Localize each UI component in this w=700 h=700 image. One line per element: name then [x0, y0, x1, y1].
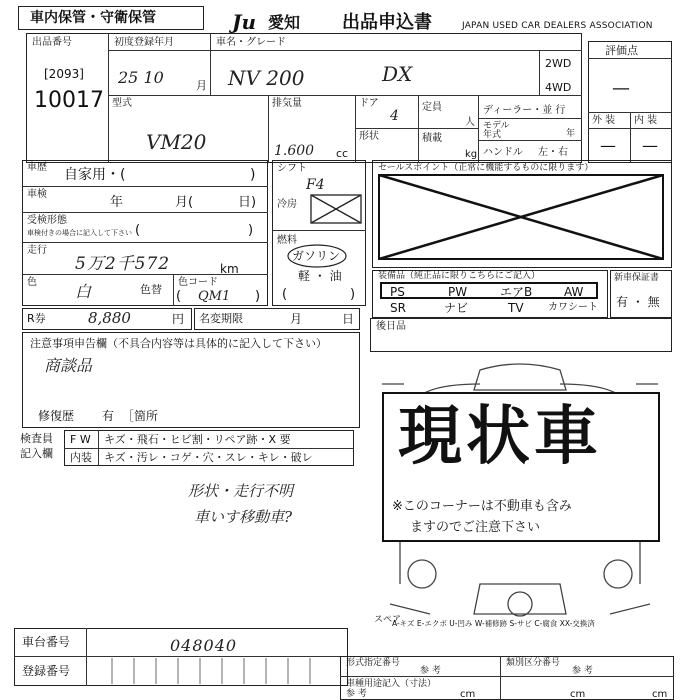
inspection-month: 月( [175, 195, 194, 210]
fuel-gasoline: ガソリン [292, 249, 341, 263]
inspector-interior: 内装 [70, 451, 92, 464]
chassis-label: 車台番号 [22, 635, 71, 649]
fuel-label: 燃料 [277, 235, 297, 246]
genjou-note-2: ますのでご注意下さい [410, 520, 541, 535]
dims-label: 車種用途記入（寸法） [346, 679, 437, 689]
car-grade-value: DX [382, 62, 413, 86]
inspector-interior-text: キズ・汚レ・コゲ・穴・スレ・キレ・破レ [104, 451, 313, 464]
load-unit: kg [465, 149, 478, 160]
drive-2wd: 2WD [545, 57, 572, 70]
shift-label: シフト [277, 163, 307, 174]
color-code-label: 色コード [178, 277, 218, 288]
class-no-label: 類別区分番号 [506, 658, 561, 668]
cm-unit-2: cm [570, 689, 586, 700]
eval-label: 評価点 [605, 44, 638, 57]
lot-number: 10017 [34, 88, 104, 113]
equip-sr: SR [390, 301, 406, 315]
association-name: JAPAN USED CAR DEALERS ASSOCIATION [462, 21, 653, 31]
fuel-open: ( [282, 287, 288, 302]
exterior-value: — [600, 136, 616, 155]
inspection-label: 車検 [27, 189, 47, 200]
consigned-label: 受検形態 [27, 215, 67, 226]
consigned-open: ( [135, 223, 141, 238]
spare-label: スペア [374, 615, 402, 625]
equip-navi: ナビ [444, 301, 469, 315]
equip-tv: TV [508, 301, 524, 315]
consigned-note: 車検付きの場合に記入して下さい [27, 229, 132, 237]
interior-value: — [642, 136, 658, 155]
repair-value: 有 [102, 409, 115, 423]
year-label: 年式 [483, 130, 502, 140]
cm-unit-1: cm [460, 689, 476, 700]
capacity-label: 定員 [422, 102, 442, 113]
ref-label-2: 参 考 [572, 666, 593, 676]
model-value: VM20 [146, 130, 207, 154]
ref-label-3: 参 考 [346, 689, 367, 699]
name-change-label: 名変期限 [199, 312, 243, 325]
name-change-day: 日 [342, 312, 355, 326]
repair-location-label: ［箇所 [122, 409, 159, 423]
registration-grid [90, 658, 346, 684]
mileage-value: 5万2千572 [75, 254, 171, 274]
history-label: 車歴 [27, 162, 47, 173]
equipment-label: 装備品（純正品に限りこちらにご記入） [378, 271, 541, 281]
fuel-gasoline-circle [286, 243, 348, 269]
inspector-fw-text: キズ・飛石・ヒビ割・リペア跡・X 要 [104, 433, 291, 446]
aftermarket-box [370, 318, 672, 352]
notes-label: 注意事項申告欄（不具合内容等は具体的に記入して下さい） [30, 337, 327, 350]
capacity-unit: 人 [465, 117, 475, 128]
aftermarket-label: 後日品 [376, 321, 406, 332]
car-name-value: NV 200 [228, 66, 305, 90]
first-reg-unit: 月 [196, 79, 207, 92]
load-label: 積載 [422, 133, 442, 144]
handle-options: 左・右 [538, 147, 568, 158]
inspector-fw: F W [70, 433, 91, 446]
lot-sub-number: [2093] [44, 67, 84, 81]
first-reg-value: 25 10 [118, 68, 164, 87]
registration-label: 登録番号 [22, 664, 71, 678]
model-label: 型式 [112, 98, 132, 109]
form-title: 出品申込書 [342, 12, 432, 33]
color-code-close: ) [255, 289, 261, 304]
fuel-diesel: 軽 ・ 油 [298, 269, 342, 283]
color-value: 白 [75, 282, 92, 301]
recycle-unit: 円 [172, 312, 185, 326]
genjou-note-1: ※このコーナーは不動車も含み [392, 499, 572, 514]
equip-airbag: エアB [500, 285, 533, 299]
new-warranty-label: 新車保証書 [614, 273, 660, 283]
history-value: 自家用・( [64, 167, 126, 183]
repair-label: 修復歴 [38, 409, 75, 423]
chassis-value: 048040 [170, 636, 238, 655]
ac-label: 冷房 [277, 199, 297, 210]
equip-kawa-seat: カワシート [548, 302, 598, 313]
mileage-unit: km [220, 262, 239, 276]
dealer-label: ディーラー・並 行 [483, 105, 566, 116]
ju-logo: Ju [232, 10, 257, 34]
equip-aw: AW [564, 285, 584, 299]
fuel-close: ) [350, 287, 356, 302]
inspector-label-1: 検査員 [20, 432, 53, 445]
doors-value: 4 [390, 108, 399, 124]
interior-label: 内 装 [634, 115, 658, 126]
drive-4wd: 4WD [545, 81, 572, 94]
year-unit: 年 [566, 129, 576, 139]
displacement-unit: cc [336, 147, 349, 160]
color-change-label: 色替 [140, 283, 162, 296]
ac-crossed-box [310, 194, 362, 224]
displacement-label: 排気量 [272, 98, 302, 109]
mileage-label: 走行 [27, 245, 47, 256]
sales-point-crossed [378, 174, 664, 260]
doors-label: ドア [359, 98, 379, 109]
color-label: 色 [27, 277, 37, 288]
eval-value: — [612, 78, 630, 99]
history-close: ) [250, 167, 256, 183]
model-year-label: モデル [483, 121, 510, 131]
damage-legend: A-キズ E-エクボ U-凹み W-補修跡 S-サビ C-腐食 XX-交換済 [392, 619, 595, 628]
notes-handwritten: 商談品 [44, 356, 93, 375]
remarks-line-2: 車いす移動車? [194, 508, 293, 526]
consigned-close: ) [248, 223, 254, 238]
handle-label: ハンドル [483, 147, 523, 158]
sales-point-label: セールスポイント（正常に機能するものに限ります） [378, 163, 594, 173]
lot-label: 出品番号 [32, 37, 72, 48]
inspector-label-2: 記入欄 [20, 447, 53, 460]
equip-ps: PS [390, 285, 405, 299]
recycle-value: 8,880 [88, 309, 131, 327]
displacement-value: 1.600 [274, 143, 315, 159]
inspection-day: 日) [238, 195, 257, 210]
first-reg-label: 初度登録年月 [114, 37, 174, 48]
ref-label-1: 参 考 [420, 666, 441, 676]
org-name: 愛知 [268, 13, 301, 32]
new-warranty-value: 有 ・ 無 [616, 295, 660, 309]
form-no-label: 形式指定番号 [346, 658, 401, 668]
car-name-label: 車名・グレード [216, 37, 286, 48]
recycle-label: R券 [27, 312, 46, 325]
cm-unit-3: cm [652, 689, 668, 700]
storage-note: 車内保管・守衛保管 [30, 10, 156, 26]
color-code-open: ( [176, 289, 182, 304]
exterior-label: 外 装 [592, 115, 616, 126]
equip-pw: PW [448, 285, 468, 299]
genjou-title: 現状車 [398, 400, 602, 474]
shift-value: F4 [306, 177, 325, 193]
remarks-line-1: 形状・走行不明 [188, 482, 294, 500]
color-code-value: QM1 [198, 289, 231, 304]
shape-label: 形状 [359, 131, 379, 142]
inspection-year: 年 [110, 195, 124, 210]
name-change-month: 月 [290, 312, 303, 326]
